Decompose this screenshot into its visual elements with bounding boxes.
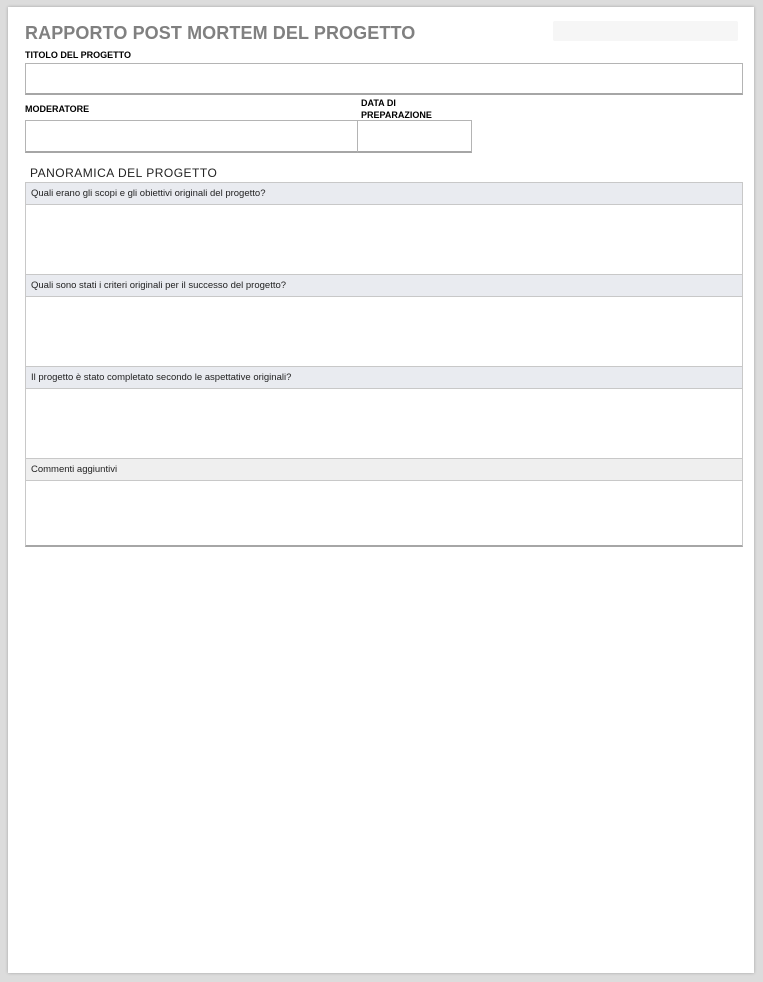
moderator-label: MODERATORE <box>25 104 90 114</box>
page-title: RAPPORTO POST MORTEM DEL PROGETTO <box>25 23 416 43</box>
header-logo-placeholder <box>553 21 738 41</box>
project-title-field[interactable] <box>25 63 743 95</box>
document-page <box>8 7 754 973</box>
question-header: Quali erano gli scopi e gli obiettivi originali del progetto? <box>26 183 742 205</box>
answer-field-comments[interactable] <box>26 481 742 545</box>
moderator-field[interactable] <box>25 120 358 153</box>
answer-field-expectations[interactable] <box>26 389 742 459</box>
answer-field-success-criteria[interactable] <box>26 297 742 367</box>
question-header: Commenti aggiuntivi <box>26 459 742 481</box>
answer-field-goals[interactable] <box>26 205 742 275</box>
overview-section-title: PANORAMICA DEL PROGETTO <box>30 166 218 180</box>
prep-date-label: DATA DI PREPARAZIONE <box>361 98 432 120</box>
overview-table <box>25 182 743 547</box>
question-header: Il progetto è stato completato secondo le aspettative originali? <box>26 367 742 389</box>
question-header: Quali sono stati i criteri originali per il successo del progetto? <box>26 275 742 297</box>
project-title-label: TITOLO DEL PROGETTO <box>25 50 132 60</box>
prep-date-field[interactable] <box>357 120 472 153</box>
